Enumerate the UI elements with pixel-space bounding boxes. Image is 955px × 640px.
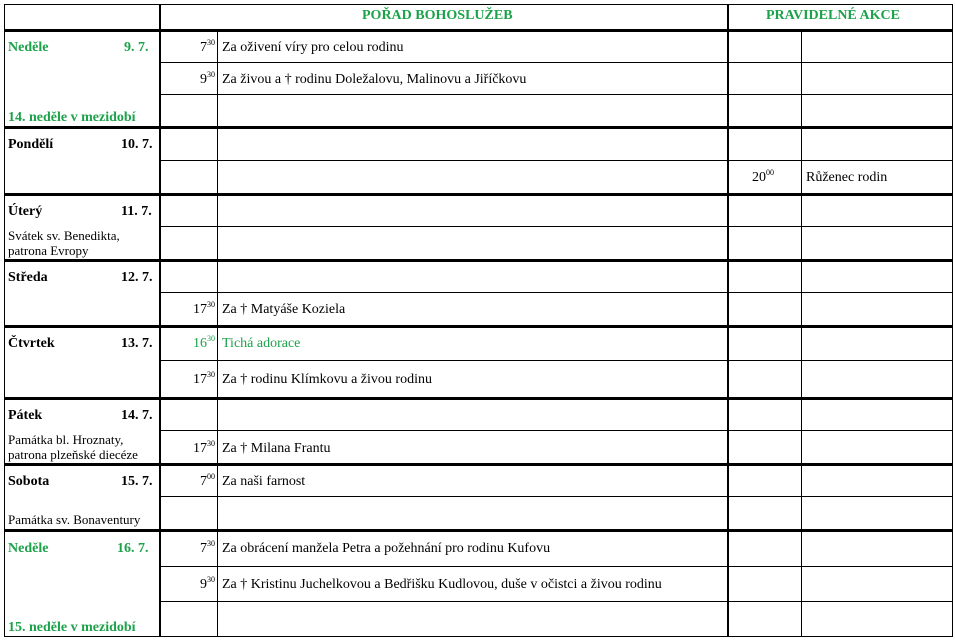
row-line xyxy=(160,496,953,497)
day-separator xyxy=(4,259,953,262)
mass-time: $7^{30}$ xyxy=(200,539,215,556)
day-name: Pátek xyxy=(8,408,43,423)
day-name: Pondělí xyxy=(8,137,54,152)
event-time: $20^{00}$ xyxy=(752,168,774,185)
row-line xyxy=(160,430,953,431)
header-separator xyxy=(4,29,953,32)
row-line xyxy=(160,226,953,227)
table-border-right xyxy=(952,4,953,637)
day-date: 11. 7. xyxy=(121,204,152,219)
day-separator xyxy=(4,397,953,400)
row-line xyxy=(160,360,953,361)
mass-intention: Za † Milana Frantu xyxy=(222,441,331,456)
day-date: 14. 7. xyxy=(121,408,153,423)
row-line xyxy=(160,292,953,293)
mass-intention: Za † rodinu Klímkovu a živou rodinu xyxy=(222,372,432,387)
mass-time: $9^{30}$ xyxy=(200,70,215,87)
day-separator xyxy=(4,463,953,466)
day-separator xyxy=(4,325,953,328)
day-date: 16. 7. xyxy=(117,541,149,556)
day-name: Středa xyxy=(8,270,48,285)
day-separator xyxy=(4,193,953,196)
mass-intention: Za oživení víry pro celou rodinu xyxy=(222,40,404,55)
adoration-label: Tichá adorace xyxy=(222,336,301,351)
services-heading: POŘAD BOHOSLUŽEB xyxy=(362,8,513,23)
day-date: 13. 7. xyxy=(121,336,153,351)
row-line xyxy=(160,62,953,63)
day-date: 10. 7. xyxy=(121,137,153,152)
day-name: Neděle xyxy=(8,40,49,55)
event-name: Růženec rodin xyxy=(806,170,888,185)
day-date: 15. 7. xyxy=(121,474,153,489)
day-date: 12. 7. xyxy=(121,270,153,285)
mass-intention: Za † Matyáše Koziela xyxy=(222,302,346,317)
row-line xyxy=(160,94,953,95)
day-note: Svátek sv. Benedikta, patrona Evropy xyxy=(8,228,120,258)
day-date: 9. 7. xyxy=(124,40,149,55)
mass-intention: Za † Kristinu Juchelkovou a Bedřišku Kudlovou, duše v očistci a živou rodinu xyxy=(222,577,662,592)
day-separator xyxy=(4,126,953,129)
day-separator xyxy=(4,529,953,532)
row-line xyxy=(160,601,953,602)
day-name: Úterý xyxy=(8,204,43,219)
regular-events-heading: PRAVIDELNÉ AKCE xyxy=(766,8,900,23)
day-note: Památka sv. Bonaventury xyxy=(8,512,141,527)
column-line xyxy=(727,4,729,637)
mass-intention: Za obrácení manžela Petra a požehnání pro rodinu Kufovu xyxy=(222,541,551,556)
mass-time: $7^{00}$ xyxy=(200,472,215,489)
day-name: Čtvrtek xyxy=(8,336,55,351)
mass-time: $7^{30}$ xyxy=(200,38,215,55)
adoration-time: $16^{30}$ xyxy=(193,334,215,351)
day-name: Sobota xyxy=(8,474,50,489)
day-note: Památka bl. Hroznaty, patrona plzeňské diecéze xyxy=(8,432,138,462)
row-line xyxy=(160,566,953,567)
mass-intention: Za živou a † rodinu Doležalovu, Malinovu a Jiříčkovu xyxy=(222,72,527,87)
table-border-top xyxy=(4,4,953,5)
mass-time: $17^{30}$ xyxy=(193,439,215,456)
table-border-bottom xyxy=(4,636,953,637)
column-line xyxy=(217,31,218,637)
day-note: 15. neděle v mezidobí xyxy=(8,620,136,635)
table-border-left xyxy=(4,4,5,637)
mass-time: $17^{30}$ xyxy=(193,300,215,317)
mass-time: $17^{30}$ xyxy=(193,370,215,387)
day-note: 14. neděle v mezidobí xyxy=(8,110,136,125)
column-line xyxy=(801,31,802,637)
mass-time: $9^{30}$ xyxy=(200,575,215,592)
day-name: Neděle xyxy=(8,541,49,556)
column-line xyxy=(159,4,161,637)
row-line xyxy=(160,160,953,161)
mass-intention: Za naši farnost xyxy=(222,474,306,489)
